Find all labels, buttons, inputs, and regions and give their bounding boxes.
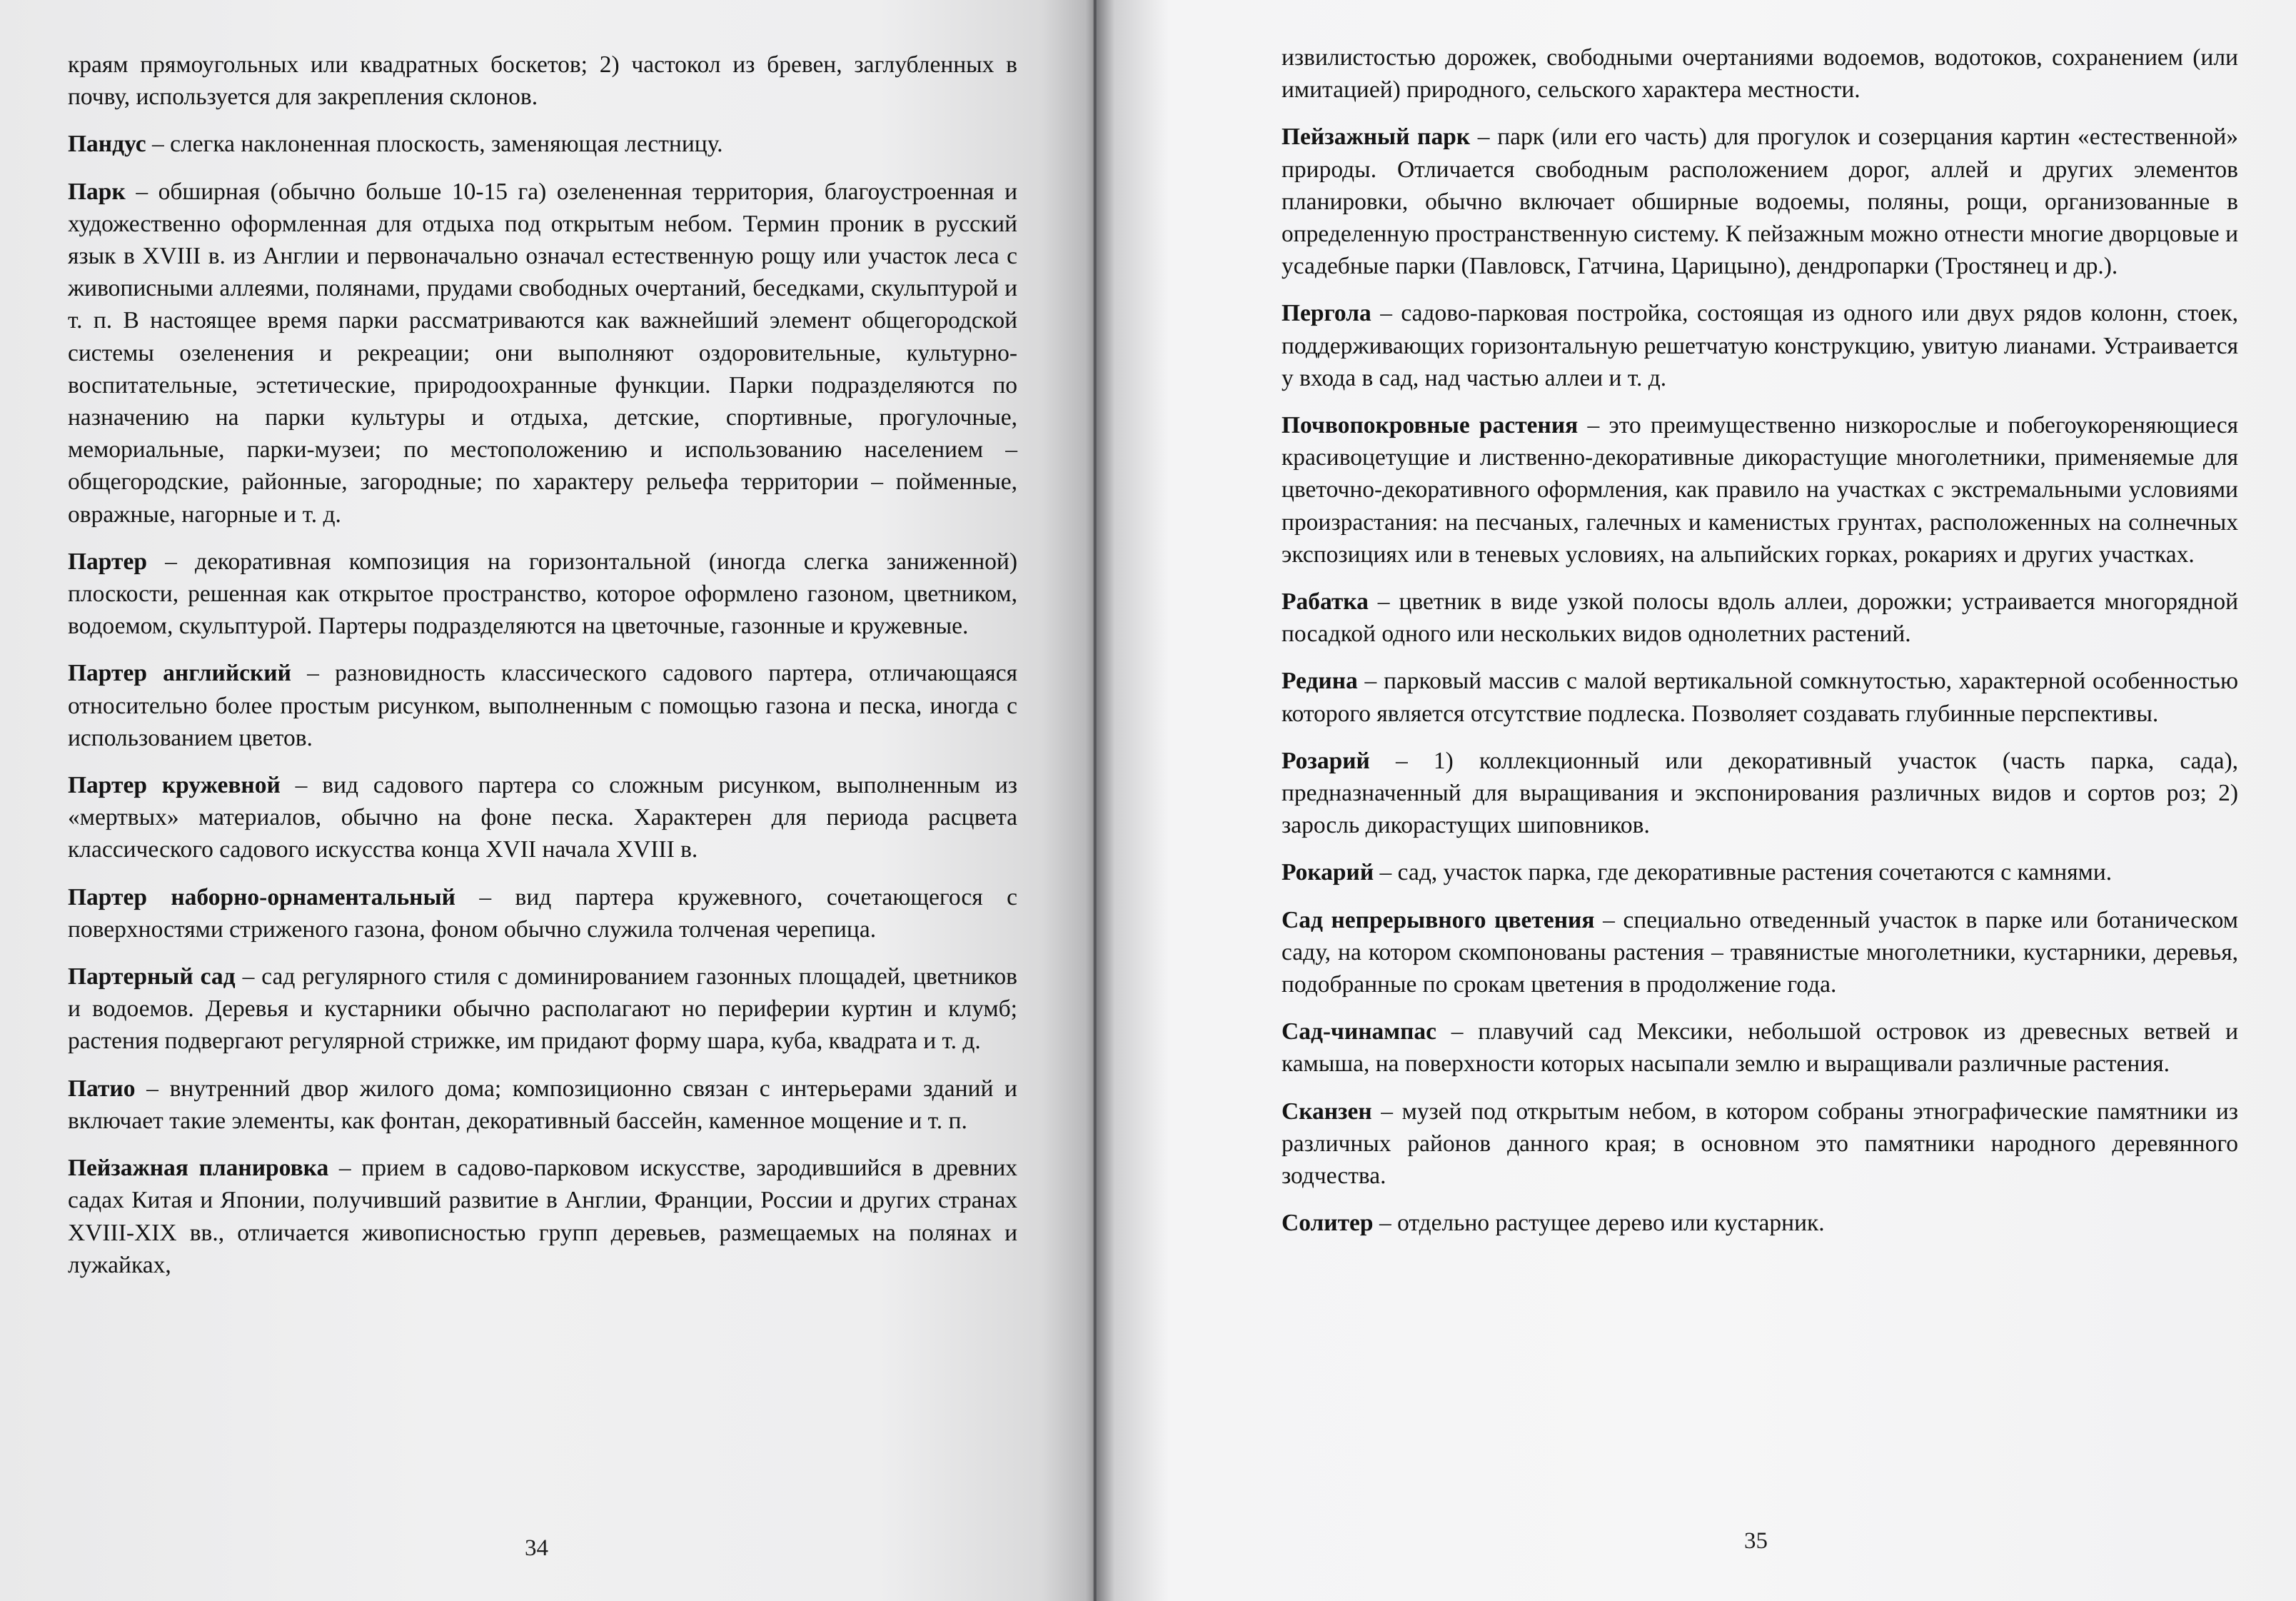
entry-definition: – вид партера кружевного, сочетающегося с поверхностями стриженого газона, фоном обычно служила толченая черепица.	[68, 883, 1017, 943]
glossary-entry	[68, 960, 1017, 1058]
glossary-entry	[1282, 1015, 2238, 1080]
glossary-entry	[1282, 1207, 2238, 1239]
entry-definition: – музей под открытым небом, в котором собраны этнографические памятники из различных районов данного края; в основном это памятники народного деревянного зодчества.	[1282, 1098, 2238, 1190]
entry-definition: – слегка наклоненная плоскость, заменяющая лестницу.	[146, 131, 723, 158]
glossary-entry	[1282, 409, 2238, 571]
page-number-right: 35	[1744, 1528, 1768, 1554]
glossary-entry	[1282, 856, 2238, 888]
glossary-entry	[68, 769, 1017, 866]
entry-definition: – цветник в виде узкой полосы вдоль аллеи, дорожки; устраивается многорядной посадкой одного или нескольких видов однолетних растений.	[1282, 588, 2238, 648]
continuation-paragraph: краям прямоугольных или квадратных боскетов; 2) частокол из бревен, заглубленных в почву, используется для закрепления склонов.	[68, 51, 1017, 111]
entry-definition: – это преимущественно низкорослые и побегоукореняющиеся красивоцетущие и лиственно-декоративные дикорастущие многолетники, применяемые для цветочно-декоративного оформления, как правило на участках с экстремальными условиями произрастания: на песчаных, галечных и каменистых грунтах, расположенных на солнечных экспозициях или в теневых условиях, на альпийских горках, рокариях и других участках.	[1282, 412, 2238, 568]
glossary-entry	[68, 128, 1017, 160]
glossary-entry	[68, 1152, 1017, 1281]
glossary-entry	[68, 1073, 1017, 1137]
entry-term: Сад-чинампас	[1282, 1018, 1437, 1045]
entry-definition: – парк (или его часть) для прогулок и созерцания картин «естественной» природы. Отличается свободным расположением дорог, аллей и других элементов планировки, обычно включает обширные водоемы, поляны, рощи, организованные в определенную пространственную систему. К пейзажным можно отнести многие дворцовые и усадебные парки (Павловск, Гатчина, Царицыно), дендропарки (Тростянец и др.).	[1282, 124, 2238, 280]
entry-term: Партер наборно-орнаментальный	[68, 883, 455, 910]
entry-term: Сканзен	[1282, 1098, 1372, 1125]
entry-definition: – прием в садово-парковом искусстве, зародившийся в древних садах Китая и Японии, получивший развитие в Англии, Франции, России и других странах XVIII-XIX вв., отличается живописностью групп деревьев, размещаемых на полянах и лужайках,	[68, 1155, 1017, 1278]
entry-term: Пандус	[68, 131, 146, 158]
entry-definition: – плавучий сад Мексики, небольшой островок из древесных ветвей и камыша, на поверхности которых насыпали землю и выращивали различные растения.	[1282, 1018, 2238, 1078]
entry-definition: – парковый массив с малой вертикальной сомкнутостью, характерной особенностью которого является отсутствие подлеска. Позволяет создавать глубинные перспективы.	[1282, 668, 2238, 727]
entry-term: Патио	[68, 1075, 136, 1102]
entry-definition: – декоративная композиция на горизонтальной (иногда слегка заниженной) плоскости, решенная как открытое пространство, которое оформлено газоном, цветником, водоемом, скульптурой. Партеры подразделяются на цветочные, газонные и кружевные.	[68, 548, 1017, 640]
glossary-entry	[68, 657, 1017, 754]
entry-term: Сад непрерывного цветения	[1282, 906, 1595, 933]
glossary-entry	[1282, 665, 2238, 729]
left-page	[0, 0, 1097, 1601]
entry-definition: – 1) коллекционный или декоративный участок (часть парка, сада), предназначенный для выращивания и экспонирования различных видов и сортов роз; 2) заросль дикорастущих шиповников.	[1282, 747, 2238, 839]
entry-term: Рабатка	[1282, 588, 1369, 616]
entry-definition: – садово-парковая постройка, состоящая из одного или двух рядов колонн, стоек, поддерживающих горизонтальную решетчатую конструкцию, увитую лианами. Устраивается у входа в сад, над частью аллеи и т. д.	[1282, 300, 2238, 391]
entry-definition: – сад регулярного стиля с доминированием газонных площадей, цветников и водоемов. Деревья и кустарники обычно располагают но периферии куртин и клумб; растения подвергают регулярной стрижке, им придают форму шара, куба, квадрата и т. д.	[68, 963, 1018, 1055]
entry-definition: – отдельно растущее дерево или кустарник.	[1373, 1210, 1825, 1237]
entry-definition: – разновидность классического садового партера, отличающаяся относительно более простым рисунком, выполненным с помощью газона и песка, иногда с использованием цветов.	[68, 660, 1017, 751]
entry-term: Пергола	[1282, 300, 1371, 327]
entry-term: Партер	[68, 548, 147, 575]
page-number-left: 34	[525, 1535, 548, 1561]
entry-definition: – сад, участок парка, где декоративные растения сочетаются с камнями.	[1374, 859, 2113, 886]
entry-term: Партер кружевной	[68, 772, 281, 799]
right-page-text	[1282, 41, 2238, 1255]
entry-term: Партерный сад	[68, 963, 236, 990]
entry-term: Партер английский	[68, 660, 291, 687]
entry-term: Пейзажный парк	[1282, 124, 1471, 151]
entry-definition: – обширная (обычно больше 10-15 га) озелененная территория, благоустроенная и художественно оформленная для отдыха под открытым небом. Термин проник в русский язык в XVIII в. из Англии и первоначально означал естественную рощу или участок леса с живописными аллеями, полянами, прудами свободных очертаний, беседками, скульптурой и т. п. В настоящее время парки рассматриваются как важнейший элемент общегородской системы озеленения и рекреации; они выполняют оздоровительные, культурно-воспитательные, эстетические, природоохранные функции. Парки подразделяются по назначению на парки культуры и отдыха, детские, спортивные, прогулочные, мемориальные, парки-музеи; по местоположению и использованию населением – общегородские, районные, загородные; по характеру рельефа территории – пойменные, овражные, нагорные и т. д.	[68, 178, 1017, 528]
glossary-entry	[1282, 1095, 2238, 1193]
left-page-text	[68, 49, 1017, 1296]
glossary-entry	[1282, 297, 2238, 394]
entry-term: Почвопокровные растения	[1282, 412, 1578, 439]
glossary-entry	[68, 176, 1017, 531]
entry-term: Рокарий	[1282, 859, 1374, 886]
glossary-entry	[1282, 745, 2238, 842]
glossary-entry	[1282, 586, 2238, 650]
entry-term: Солитер	[1282, 1210, 1374, 1237]
glossary-entry	[1282, 121, 2238, 282]
entry-definition: – специально отведенный участок в парке или ботаническом саду, на котором скомпонованы растения – травянистые многолетники, кустарники, деревья, подобранные по срокам цветения в продолжение года.	[1282, 906, 2238, 998]
entry-term: Пейзажная планировка	[68, 1155, 329, 1182]
glossary-entry	[68, 546, 1017, 643]
entry-term: Редина	[1282, 668, 1358, 695]
entry-definition: – вид садового партера со сложным рисунком, выполненным из «мертвых» материалов, обычно на фоне песка. Характерен для периода расцвета классического садового искусства конца XVII начала XVIII в.	[68, 772, 1017, 863]
glossary-entry	[68, 881, 1017, 945]
continuation-paragraph: извилистостью дорожек, свободными очертаниями водоемов, водотоков, сохранением (или имитацией) природного, сельского характера местности.	[1282, 44, 2238, 104]
entry-term: Парк	[68, 178, 126, 205]
entry-definition: – внутренний двор жилого дома; композиционно связан с интерьерами зданий и включает такие элементы, как фонтан, декоративный бассейн, каменное мощение и т. п.	[68, 1075, 1017, 1134]
glossary-entry	[1282, 904, 2238, 1001]
entry-term: Розарий	[1282, 747, 1370, 774]
